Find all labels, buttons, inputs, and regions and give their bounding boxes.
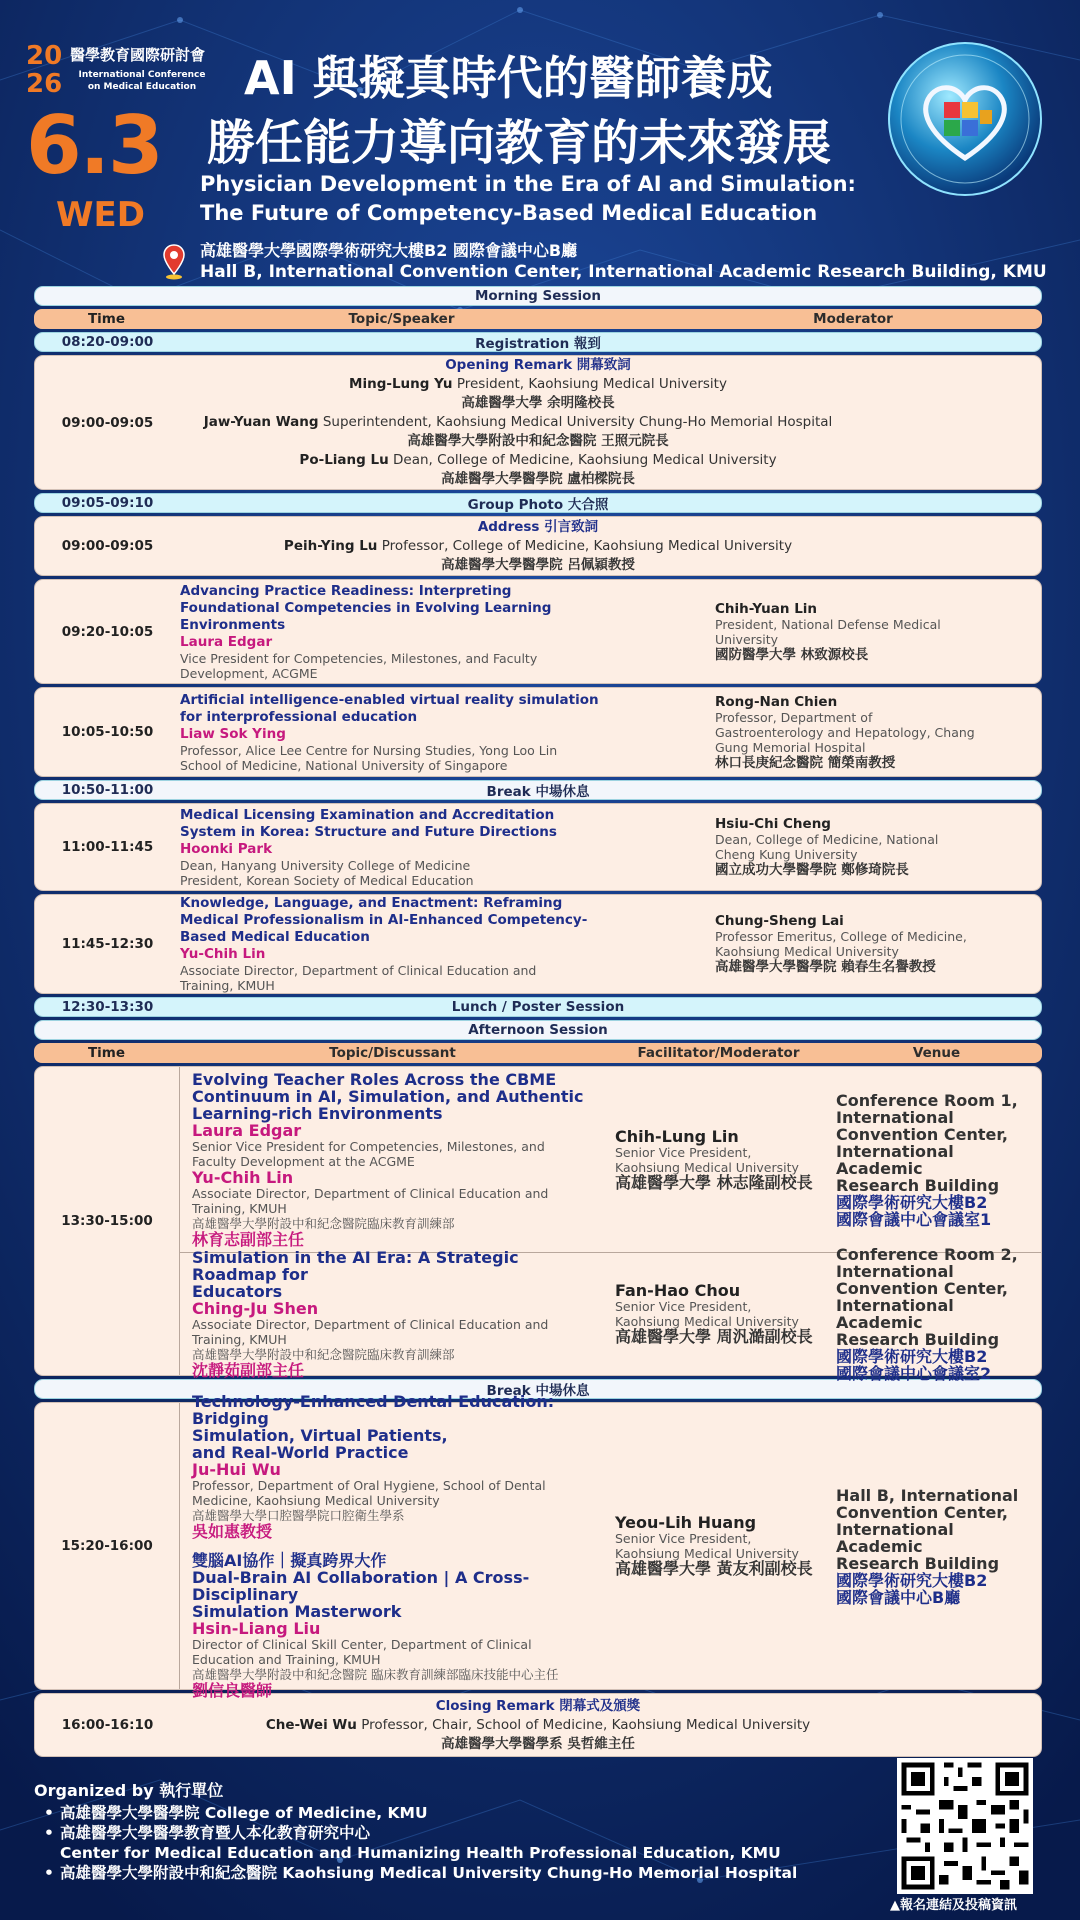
- group-photo-time: 09:05-09:10: [61, 495, 154, 511]
- venue-cn-line: 國際學術研究大樓B2: [836, 1192, 988, 1212]
- address-person-aff: Professor, College of Medicine, Kaohsiung Medical University: [377, 537, 793, 554]
- topic-title-line: Educators: [192, 1282, 283, 1301]
- title-en-line1: Physician Development in the Era of AI and Simulation:: [200, 172, 856, 196]
- facilitator-cn: 高雄醫學大學 黃友利副校長: [615, 1559, 813, 1578]
- opening-person2-aff: Superintendent, Kaohsiung Medical University Chung-Ho Memorial Hospital: [318, 414, 833, 430]
- venue-line: International: [836, 1262, 954, 1281]
- afternoon-session: [180, 1245, 1041, 1383]
- topic-title-line: Medical Professionalism in AI-Enhanced Competency-: [180, 912, 588, 928]
- speaker-name: Liaw Sok Ying: [180, 725, 286, 742]
- registration-row: [34, 332, 1042, 352]
- moderator-cn: 國防醫學大學 林致源校長: [715, 646, 869, 663]
- registration-time: 08:20-09:00: [61, 334, 154, 350]
- speaker-affiliation: Vice President for Competencies, Milestones, and Faculty: [180, 650, 538, 666]
- opening-person2-name: Jaw-Yuan Wang: [203, 414, 319, 430]
- speaker-name: Hoonki Park: [180, 840, 273, 857]
- lunch-row: [34, 997, 1042, 1017]
- moderator-affiliation: Dean, College of Medicine, National: [715, 832, 939, 847]
- session-topic: [180, 802, 695, 893]
- closing-person-cn: 高雄醫學大學醫學系 吳哲維主任: [441, 1735, 635, 1752]
- topic-title-line: Simulation, Virtual Patients,: [192, 1426, 448, 1445]
- topic-title-line: Learning-rich Environments: [192, 1104, 443, 1123]
- logo-year-bottom: 26: [26, 69, 63, 99]
- title-cn-line2: 勝任能力導向教育的未來發展: [207, 115, 832, 171]
- moderator-affiliation: Cheng Kung University: [715, 847, 858, 862]
- speaker-name: Hsin-Liang Liu: [192, 1619, 321, 1638]
- venue-line: Conference Room 2,: [836, 1245, 1018, 1264]
- opening-person1-aff: President, Kaohsiung Medical University: [452, 376, 727, 392]
- closing-person-name: Che-Wei Wu: [265, 1716, 357, 1733]
- lunch-label: Lunch / Poster Session: [451, 999, 625, 1015]
- event-date: 6.3: [26, 99, 162, 192]
- moderator-name: Hsiu-Chi Cheng: [715, 816, 831, 832]
- block-body: [180, 1392, 1041, 1700]
- topic-title-line: and Real-World Practice: [192, 1443, 409, 1462]
- speaker-affiliation: Professor, Alice Lee Centre for Nursing Studies, Yong Loo Lin: [180, 742, 558, 758]
- qr-code-icon[interactable]: [897, 1758, 1033, 1894]
- speaker-affiliation-cn: 高雄醫學大學口腔醫學院口腔衛生學系: [192, 1508, 405, 1523]
- speaker-affiliation: President, Korean Society of Medical Education: [180, 872, 474, 888]
- topic-title-line: Simulation in the AI Era: A Strategic Roadmap for: [192, 1248, 519, 1284]
- speaker-affiliation: Education and Training, KMUH: [192, 1652, 381, 1667]
- title-en-line2: The Future of Competency-Based Medical Education: [200, 201, 818, 225]
- header-topic: Topic/Speaker: [348, 311, 455, 327]
- speaker-affiliation: Professor, Department of Oral Hygiene, School of Dental: [192, 1478, 546, 1493]
- venue-line: Convention Center,: [836, 1124, 1008, 1144]
- moderator-affiliation: Professor Emeritus, College of Medicine,: [715, 929, 967, 944]
- moderator-cn: 國立成功大學醫學院 鄭修琦院長: [715, 862, 909, 878]
- organizers-list: [34, 1803, 797, 1883]
- session-topic: [180, 1065, 607, 1254]
- break-label: Break 中場休息: [486, 1383, 590, 1399]
- speaker-name: Laura Edgar: [180, 633, 273, 650]
- group-photo-label: Group Photo 大合照: [467, 497, 609, 513]
- organizer-item-continued: Center for Medical Education and Humanizing Health Professional Education, KMU: [60, 1844, 781, 1862]
- venue-cn-line: 國際會議中心會議室1: [836, 1209, 992, 1229]
- logo-year: [26, 42, 70, 98]
- header-facilitator: Facilitator/Moderator: [637, 1045, 800, 1061]
- venue-line: Research Building: [836, 1553, 1000, 1573]
- venue-cn-line: 國際學術研究大樓B2: [836, 1347, 988, 1366]
- topic-title-line: Environments: [180, 616, 286, 633]
- speaker-name: Yu-Chih Lin: [192, 1168, 294, 1187]
- moderator-cn: 林口長庚紀念醫院 簡榮南教授: [715, 754, 896, 771]
- session-time: 11:00-11:45: [61, 839, 154, 855]
- address-row: [34, 516, 1042, 576]
- speaker-affiliation: Training, KMUH: [192, 1332, 287, 1347]
- session-row: [34, 803, 1042, 891]
- venue-line: International: [836, 1107, 954, 1127]
- block-body: [180, 1067, 1041, 1383]
- moderator-affiliation: Gastroenterology and Hepatology, Chang: [715, 724, 975, 740]
- session-moderator: [695, 601, 1041, 663]
- session-venue: [832, 1246, 1041, 1382]
- opening-person3-name: Po-Liang Lu: [299, 452, 389, 468]
- afternoon-block: [34, 1392, 1042, 1700]
- topic-title-line: Artificial intelligence-enabled virtual reality simulation: [180, 691, 599, 708]
- moderator-affiliation: University: [715, 631, 779, 647]
- speaker-affiliation: Associate Director, Department of Clinical Education and: [180, 963, 537, 978]
- qr-code-label: ▲報名連結及投稿資訊: [890, 1898, 1017, 1913]
- venue-en: Hall B, International Convention Center, International Academic Research Building, KMU: [200, 262, 1047, 282]
- closing-title: Closing Remark 閉幕式及頒獎: [435, 1697, 641, 1714]
- opening-time: 09:00-09:05: [61, 414, 154, 431]
- speaker-affiliation-cn: 高雄醫學大學附設中和紀念醫院臨床教育訓練部: [192, 1347, 455, 1362]
- event-weekday: WED: [56, 195, 145, 235]
- session-row: [34, 894, 1042, 994]
- heart-puzzle-emblem-icon: [886, 40, 1044, 198]
- organizer-item: • 高雄醫學大學附設中和紀念醫院 Kaohsiung Medical University Chung-Ho Memorial Hospital: [34, 1863, 797, 1883]
- session-topic: [180, 1243, 607, 1385]
- facilitator-affiliation: Kaohsiung Medical University: [615, 1546, 799, 1561]
- session-topic: [180, 578, 695, 686]
- session-moderator: [695, 816, 1041, 878]
- registration-label: Registration 報到: [475, 336, 601, 352]
- speaker-cn: 劉信良醫師: [192, 1681, 273, 1700]
- venue-line: Research Building: [836, 1330, 1000, 1349]
- opening-title: Opening Remark 開幕致詞: [445, 357, 631, 373]
- speaker-name: Ching-Ju Shen: [192, 1299, 319, 1318]
- organizer-item: • 高雄醫學大學醫學教育暨人本化教育研究中心: [34, 1823, 797, 1843]
- opening-person2-cn: 高雄醫學大學附設中和紀念醫院 王照元院長: [407, 433, 669, 449]
- session-moderator: [695, 694, 1041, 771]
- closing-content: [180, 1693, 1041, 1758]
- afternoon-table-header: [34, 1043, 1042, 1063]
- speaker-affiliation: Director of Clinical Skill Center, Department of Clinical: [192, 1637, 532, 1652]
- opening-person3-cn: 高雄醫學大學醫學院 盧柏樑院長: [441, 471, 635, 487]
- venue-cn-line: 國際會議中心B廳: [836, 1587, 961, 1607]
- session-facilitator: [607, 1283, 832, 1345]
- venue-cn: 高雄醫學大學國際學術研究大樓B2 國際會議中心B廳: [200, 241, 578, 260]
- session-venue: [832, 1092, 1041, 1228]
- session-row: [34, 579, 1042, 684]
- speaker-name: Ju-Hui Wu: [192, 1460, 281, 1479]
- session-topic: [180, 687, 695, 778]
- facilitator-affiliation: Senior Vice President,: [615, 1531, 752, 1546]
- logo-name-en-1: International Conference: [78, 70, 206, 80]
- session-facilitator: [607, 1126, 832, 1192]
- opening-content: [180, 352, 1041, 493]
- schedule: [34, 286, 1042, 1760]
- moderator-affiliation: Kaohsiung Medical University: [715, 944, 899, 959]
- topic-title-line: Continuum in AI, Simulation, and Authentic: [192, 1087, 584, 1106]
- speaker-affiliation: Training, KMUH: [192, 1201, 287, 1216]
- speaker-cn: 吳如惠教授: [192, 1522, 273, 1541]
- block-time: 13:30-15:00: [35, 1067, 180, 1375]
- logo-year-top: 20: [26, 41, 63, 71]
- facilitator-name: Fan-Hao Chou: [615, 1281, 741, 1300]
- title-cn-line1: AI 與擬真時代的醫師養成: [244, 51, 773, 105]
- venue-line: International Academic: [836, 1141, 954, 1178]
- venue-line: Convention Center,: [836, 1279, 1008, 1298]
- opening-person1-cn: 高雄醫學大學 余明隆校長: [461, 395, 615, 411]
- session-time: 11:45-12:30: [61, 936, 154, 952]
- venue-line: International Academic: [836, 1519, 954, 1556]
- topic-title-line: System in Korea: Structure and Future Directions: [180, 823, 557, 840]
- speaker-name: Yu-Chih Lin: [180, 946, 266, 962]
- facilitator-affiliation: Senior Vice President,: [615, 1299, 752, 1314]
- morning-session-label: Morning Session: [474, 288, 602, 304]
- moderator-affiliation: Gung Memorial Hospital: [715, 739, 866, 755]
- organizers-title: Organized by 執行單位: [34, 1781, 224, 1800]
- speaker-affiliation-cn: 高雄醫學大學附設中和紀念醫院臨床教育訓練部: [192, 1216, 455, 1231]
- venue-cn-line: 國際會議中心會議室2: [836, 1364, 992, 1383]
- session-row: [34, 687, 1042, 777]
- address-title: Address 引言致詞: [477, 518, 599, 535]
- topic-title-line: Medical Licensing Examination and Accreditation: [180, 806, 555, 823]
- opening-remark-row: [34, 355, 1042, 490]
- session-venue: [832, 1487, 1041, 1606]
- afternoon-session: [180, 1392, 1041, 1700]
- moderator-affiliation: Professor, Department of: [715, 709, 873, 725]
- address-time: 09:00-09:05: [61, 538, 154, 554]
- speaker-affiliation: Dean, Hanyang University College of Medicine: [180, 857, 471, 873]
- afternoon-block: [34, 1066, 1042, 1383]
- topic-title-line: Knowledge, Language, and Enactment: Reframing: [180, 895, 563, 911]
- address-person-cn: 高雄醫學大學醫學院 呂佩穎教授: [441, 556, 635, 573]
- address-person-name: Peih-Ying Lu: [283, 537, 378, 554]
- group-photo-row: [34, 493, 1042, 513]
- afternoon-session: [180, 1067, 1041, 1252]
- organizer-item: • 高雄醫學大學醫學院 College of Medicine, KMU: [34, 1803, 797, 1823]
- speaker-cn: 沈靜茹副部主任: [192, 1361, 305, 1380]
- afternoon-session-bar: [34, 1020, 1042, 1040]
- header-topic: Topic/Discussant: [329, 1045, 456, 1061]
- speaker-affiliation: Training, KMUH: [180, 978, 275, 993]
- session-topic: [180, 1387, 607, 1705]
- location-pin-icon: [162, 244, 186, 280]
- moderator-cn: 高雄醫學大學醫學院 賴春生名譽教授: [715, 959, 936, 975]
- topic-title-line: Advancing Practice Readiness: Interpreting: [180, 582, 512, 599]
- header-time: Time: [87, 1045, 126, 1061]
- organizers: [34, 1778, 797, 1883]
- session-time: 09:20-10:05: [61, 623, 154, 640]
- closing-time: 16:00-16:10: [61, 1717, 154, 1733]
- logo-name-en-2: on Medical Education: [87, 82, 197, 92]
- topic-title-line: Foundational Competencies in Evolving Learning: [180, 599, 552, 616]
- morning-table-header: [34, 309, 1042, 329]
- topic-title-cn: 雙腦AI協作｜擬真跨界大作: [192, 1551, 387, 1570]
- facilitator-affiliation: Kaohsiung Medical University: [615, 1159, 799, 1175]
- speaker-affiliation: Senior Vice President for Competencies, Milestones, and: [192, 1139, 545, 1154]
- speaker-affiliation: Development, ACGME: [180, 665, 318, 681]
- header: [0, 0, 1080, 285]
- title-en: [200, 170, 856, 228]
- facilitator-affiliation: Kaohsiung Medical University: [615, 1314, 799, 1329]
- logo-name-en: [72, 69, 212, 93]
- topic-title-line: Simulation Masterwork: [192, 1602, 402, 1621]
- topic-title-line: Dual-Brain AI Collaboration | A Cross-Disciplinary: [192, 1568, 530, 1604]
- moderator-name: Chih-Yuan Lin: [715, 600, 818, 617]
- topic-title-line: Technology-Enhanced Dental Education: Bridging: [192, 1392, 555, 1428]
- facilitator-affiliation: Senior Vice President,: [615, 1144, 752, 1160]
- afternoon-session-label: Afternoon Session: [468, 1022, 608, 1038]
- session-moderator: [695, 913, 1041, 975]
- facilitator-name: Yeou-Lih Huang: [615, 1513, 757, 1532]
- speaker-affiliation: Associate Director, Department of Clinical Education and: [192, 1317, 549, 1332]
- speaker-affiliation: Associate Director, Department of Clinical Education and: [192, 1186, 549, 1201]
- session-topic: [180, 890, 695, 998]
- opening-person1-name: Ming-Lung Yu: [349, 376, 453, 392]
- facilitator-cn: 高雄醫學大學 林志隆副校長: [615, 1172, 813, 1192]
- header-time: Time: [87, 311, 126, 327]
- venue-line: Convention Center,: [836, 1502, 1008, 1522]
- venue-line: International Academic: [836, 1296, 954, 1332]
- moderator-affiliation: President, National Defense Medical: [715, 616, 941, 632]
- topic-title-line: Evolving Teacher Roles Across the CBME: [192, 1070, 557, 1089]
- morning-session-bar: [34, 286, 1042, 306]
- block-time: 15:20-16:00: [35, 1403, 180, 1689]
- facilitator-name: Chih-Lung Lin: [615, 1126, 739, 1146]
- moderator-name: Chung-Sheng Lai: [715, 913, 844, 929]
- speaker-affiliation-cn: 高雄醫學大學附設中和紀念醫院 臨床教育訓練部臨床技能中心主任: [192, 1667, 559, 1682]
- lunch-time: 12:30-13:30: [61, 999, 154, 1015]
- header-venue: Venue: [912, 1045, 961, 1061]
- facilitator-cn: 高雄醫學大學 周汎澔副校長: [615, 1327, 813, 1346]
- session-facilitator: [607, 1515, 832, 1577]
- venue-line: Conference Room 1,: [836, 1090, 1018, 1110]
- speaker-cn: 林育志副部主任: [192, 1230, 305, 1249]
- session-time: 10:05-10:50: [61, 724, 154, 740]
- logo-name-cn: 醫學教育國際研討會: [70, 46, 206, 64]
- opening-person3-aff: Dean, College of Medicine, Kaohsiung Medical University: [388, 452, 777, 468]
- speaker-name: Laura Edgar: [192, 1121, 302, 1140]
- speaker-affiliation: Medicine, Kaohsiung Medical University: [192, 1493, 440, 1508]
- venue-cn-line: 國際學術研究大樓B2: [836, 1570, 988, 1590]
- topic-title-line: for interprofessional education: [180, 708, 418, 725]
- topic-title-line: Based Medical Education: [180, 929, 370, 945]
- speaker-affiliation: School of Medicine, National University of Singapore: [180, 757, 508, 773]
- header-moderator: Moderator: [813, 311, 893, 327]
- venue-line: Research Building: [836, 1175, 1000, 1195]
- break-row: [34, 780, 1042, 800]
- break-time: 10:50-11:00: [61, 782, 154, 798]
- speaker-affiliation: Faculty Development at the ACGME: [192, 1154, 415, 1169]
- moderator-name: Rong-Nan Chien: [715, 693, 838, 710]
- closing-remark-row: [34, 1693, 1042, 1757]
- address-content: [180, 514, 1041, 579]
- break-label: Break 中場休息: [486, 784, 590, 800]
- closing-person-aff: Professor, Chair, School of Medicine, Kaohsiung Medical University: [356, 1716, 811, 1733]
- venue-line: Hall B, International: [836, 1485, 1019, 1505]
